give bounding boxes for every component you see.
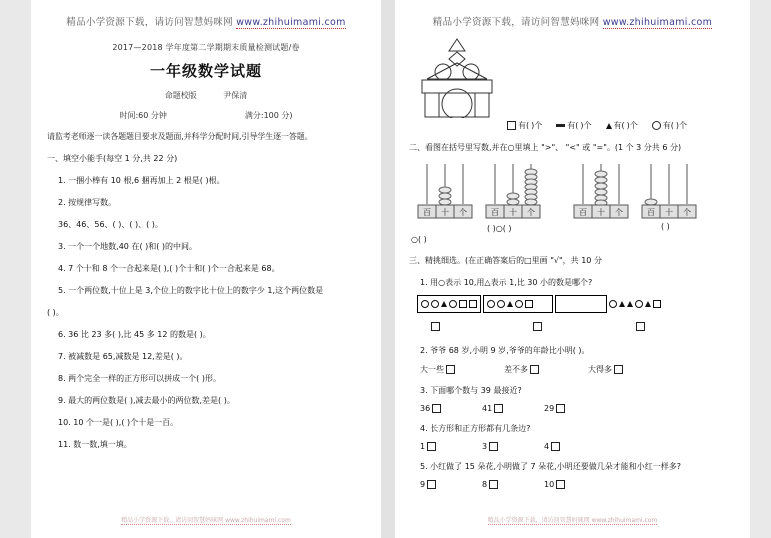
- triangle-icon: [627, 301, 633, 307]
- legend-label: 有(: [662, 121, 674, 130]
- circle-icon: [421, 300, 429, 308]
- svg-text:十: 十: [509, 208, 517, 217]
- checkbox[interactable]: [432, 404, 441, 413]
- byline: [47, 90, 365, 101]
- q4-option[interactable]: [420, 442, 482, 451]
- circle-right: [463, 64, 479, 80]
- checkbox[interactable]: [427, 442, 436, 451]
- question-item: 1. 用○表示 10,用△表示 1,比 30 小的数是哪个?: [420, 278, 593, 287]
- q1-checkbox-a-wrap: [429, 316, 531, 335]
- proctor-notice: 请监考老师逐一读各题题目要求及题面,并科学分配时间,引导学生逐一答题。: [47, 132, 313, 141]
- legend-unit: )个: [626, 121, 638, 130]
- checkbox[interactable]: [494, 404, 503, 413]
- svg-text:百: 百: [579, 208, 587, 217]
- option-label: 大一些: [420, 365, 444, 374]
- checkbox[interactable]: [446, 365, 455, 374]
- option-label: 4: [544, 442, 550, 451]
- question-item: 10. 10 个一是( ),( )个十是一百。: [58, 418, 179, 428]
- page-footer: [31, 515, 381, 524]
- legend-unit: )个: [675, 121, 687, 130]
- checkbox[interactable]: [636, 322, 645, 331]
- shape-count-legend: [409, 120, 736, 131]
- option-label: 大得多: [588, 365, 612, 374]
- q3-options: [409, 404, 736, 413]
- legend-triangle: [606, 120, 638, 131]
- q3-option[interactable]: [544, 404, 606, 413]
- q2-option[interactable]: [420, 364, 504, 375]
- triangle-icon: [507, 301, 513, 307]
- exam-subheading: 2017—2018 学年度第二学期期末质量检测试题/卷: [112, 43, 300, 52]
- svg-text:个: 个: [459, 208, 467, 217]
- answer-blank-pair-1[interactable]: ( )○( ): [487, 224, 512, 233]
- left-page: [31, 0, 381, 538]
- q1-checkbox-row: [409, 316, 736, 335]
- circle-icon: [609, 300, 617, 308]
- checkbox[interactable]: [551, 442, 560, 451]
- option-label: 36: [420, 404, 431, 413]
- option-label: 29: [544, 404, 555, 413]
- watermark-header: [47, 14, 365, 28]
- q2-option[interactable]: [504, 364, 588, 375]
- q3-option[interactable]: [482, 404, 544, 413]
- circle-icon: [431, 300, 439, 308]
- exam-total-score: 满分:100 分): [244, 111, 293, 120]
- question-item: 2. 爷爷 68 岁,小明 9 岁,爷爷的年龄比小明( )。: [420, 346, 590, 355]
- q5-option[interactable]: [544, 480, 606, 489]
- checkbox[interactable]: [556, 404, 565, 413]
- legend-unit: )个: [580, 121, 592, 130]
- byline-author: 命题校版: [164, 91, 197, 100]
- q1-option-c-box[interactable]: [555, 295, 607, 313]
- abacus-2: [483, 160, 543, 222]
- q1-checkbox-b-wrap: [531, 316, 633, 335]
- question-item: 4. 7 个十和 8 个一合起来是( ),( )个十和( )个一合起来是 68。: [58, 264, 280, 274]
- section-three-heading: 三、精挑细选。(在正确答案后的□里画 "√"，共 10 分: [409, 256, 602, 265]
- watermark-url[interactable]: www.zhihuimami.com: [236, 17, 346, 28]
- page-title: 一年级数学试题: [149, 62, 262, 80]
- option-label: 41: [482, 404, 493, 413]
- abacus-pair-left: [415, 160, 543, 222]
- triangle-icon: [645, 301, 651, 307]
- watermark-url[interactable]: www.zhihuimami.com: [602, 17, 713, 28]
- question-item: 11. 数一数,填一填。: [58, 440, 132, 450]
- question-item: 2. 按规律写数。: [58, 198, 117, 208]
- q2-options: [409, 364, 736, 375]
- legend-circle: [652, 120, 687, 131]
- circle-icon: [635, 300, 643, 308]
- q1-option-shapes: [409, 295, 736, 313]
- svg-text:个: 个: [683, 208, 691, 217]
- svg-text:百: 百: [423, 208, 431, 217]
- legend-label: 有(: [567, 121, 579, 130]
- diamond-shape: [449, 52, 465, 66]
- legend-square: [507, 120, 542, 131]
- legend-label: 有(: [613, 121, 625, 130]
- answer-blank-pair-3[interactable]: ○( ): [411, 235, 427, 244]
- q1-option-a[interactable]: [417, 295, 481, 313]
- circle-icon: [487, 300, 495, 308]
- legend-label: 有(: [518, 121, 530, 130]
- question-item: 5. 一个两位数,十位上是 3,个位上的数字比十位上的数字少 1,这个两位数是: [58, 286, 324, 296]
- svg-text:十: 十: [597, 208, 605, 217]
- question-item: 3. 下面哪个数与 39 最接近?: [420, 386, 522, 395]
- svg-text:百: 百: [647, 208, 655, 217]
- question-item: 7. 被减数是 65,减数是 12,差是( )。: [58, 352, 188, 362]
- option-label: 9: [420, 480, 426, 489]
- footer-text: 精品小学资源下载，请访问智慧妈咪网 www.zhihuimami.com: [121, 517, 291, 524]
- question-item: 6. 36 比 23 多( ),比 45 多 12 的数是( )。: [58, 330, 211, 340]
- exam-meta: [47, 110, 365, 121]
- section-one-heading: 一、填空小能手(每空 1 分,共 22 分): [47, 154, 178, 164]
- abacus-pair-right: [571, 160, 699, 222]
- legend-unit: )个: [531, 121, 543, 130]
- byline-name: 尹保清: [223, 91, 248, 100]
- q4-option[interactable]: [482, 442, 544, 451]
- q1-option-b[interactable]: [483, 295, 553, 313]
- option-label: 差不多: [504, 365, 528, 374]
- rect-body: [425, 93, 489, 117]
- rect-band: [422, 80, 492, 93]
- question-item: 3. 一个一个地数,40 在( )和( )的中间。: [58, 242, 198, 252]
- square-icon: [525, 300, 533, 308]
- bar-icon: [556, 124, 565, 127]
- abacus-1: [415, 160, 475, 222]
- checkbox[interactable]: [431, 322, 440, 331]
- q5-option[interactable]: [420, 480, 482, 489]
- page-gutter: [381, 0, 395, 538]
- q4-option[interactable]: [544, 442, 606, 451]
- shape-count-diagram: [409, 38, 549, 118]
- triangle-icon: [619, 301, 625, 307]
- checkbox[interactable]: [614, 365, 623, 374]
- option-label: 3: [482, 442, 488, 451]
- checkbox[interactable]: [489, 480, 498, 489]
- right-page: [395, 0, 750, 538]
- q2-option[interactable]: [588, 364, 672, 375]
- svg-text:个: 个: [615, 208, 623, 217]
- watermark-text: 精品小学资源下载，请访问智慧妈咪网: [432, 17, 600, 28]
- checkbox[interactable]: [530, 365, 539, 374]
- circle-left: [435, 64, 451, 80]
- svg-text:十: 十: [665, 208, 673, 217]
- q5-options: [409, 480, 736, 489]
- watermark-header: [409, 14, 736, 28]
- question-item: 9. 最大的两位数是( ),减去最小的两位数,差是( )。: [58, 396, 235, 406]
- q1-option-c[interactable]: [609, 300, 661, 308]
- abacus-group: [409, 160, 736, 222]
- abacus-4: [639, 160, 699, 222]
- option-label: 8: [482, 480, 488, 489]
- q5-option[interactable]: [482, 480, 544, 489]
- legend-bar: [556, 120, 591, 131]
- square-icon: [459, 300, 467, 308]
- option-label: 10: [544, 480, 555, 489]
- exam-duration: 时间:60 分钟: [119, 111, 167, 120]
- footer-text: 精品小学资源下载，请访问智慧妈咪网 www.zhihuimami.com: [487, 517, 658, 524]
- page-footer: [395, 515, 750, 524]
- circle-icon: [515, 300, 523, 308]
- circle-icon: [449, 300, 457, 308]
- triangle-icon: [606, 123, 612, 129]
- checkbox[interactable]: [489, 442, 498, 451]
- svg-text:十: 十: [441, 208, 449, 217]
- checkbox[interactable]: [533, 322, 542, 331]
- q3-option[interactable]: [420, 404, 482, 413]
- svg-text:百: 百: [491, 208, 499, 217]
- svg-text:个: 个: [527, 208, 535, 217]
- answer-blank-pair-2[interactable]: ( ): [661, 222, 670, 231]
- square-icon: [653, 300, 661, 308]
- composite-shape-figure: [409, 38, 736, 116]
- question-item: 5. 小红做了 15 朵花,小明做了 7 朵花,小明还要做几朵才能和小红一样多?: [420, 462, 681, 471]
- abacus-3: [571, 160, 631, 222]
- question-item: 36、46、56、( )、( )、( )。: [58, 220, 163, 230]
- question-item: 8. 两个完全一样的正方形可以拼成一个( )形。: [58, 374, 221, 384]
- triangle-icon: [441, 301, 447, 307]
- square-icon: [507, 121, 516, 130]
- circle-icon: [497, 300, 505, 308]
- q4-options: [409, 442, 736, 451]
- watermark-text: 精品小学资源下载，请访问智慧妈咪网: [66, 17, 233, 28]
- square-icon: [469, 300, 477, 308]
- small-triangle-top: [449, 39, 465, 51]
- question-item: 4. 长方形和正方形都有几条边?: [420, 424, 531, 433]
- section-two-heading: 二、看图在括号里写数,并在○里填上 ">"、 "<" 或 "="。(1 个 3 分共 6 分): [409, 143, 682, 152]
- checkbox[interactable]: [556, 480, 565, 489]
- checkbox[interactable]: [427, 480, 436, 489]
- circle-icon: [652, 121, 661, 130]
- option-label: 1: [420, 442, 426, 451]
- q1-checkbox-c-wrap: [634, 316, 736, 335]
- question-item: 1. 一捆小棒有 10 根,6 捆再加上 2 根是( )根。: [58, 176, 225, 186]
- question-continuation: ( )。: [47, 308, 64, 318]
